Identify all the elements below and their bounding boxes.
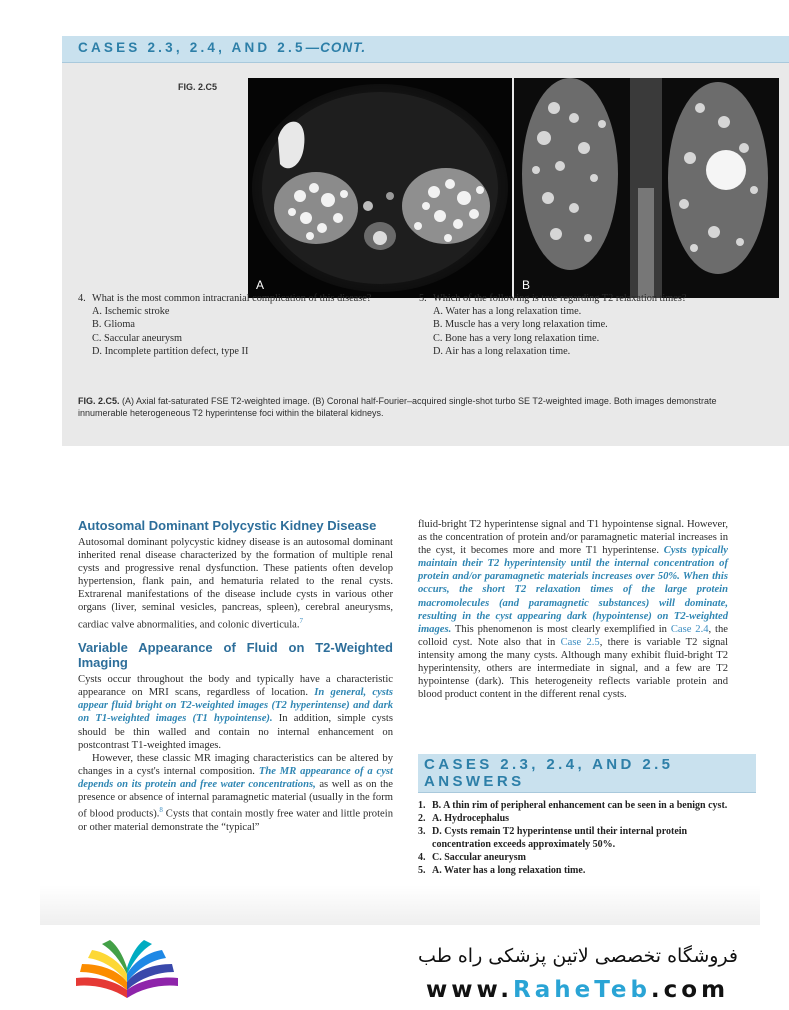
figure-label: FIG. 2.C5 — [178, 82, 218, 92]
paragraph-continued: fluid-bright T2 hyperintense signal and T1 hypointense signal. However, as the concentration of protein and/or paramagnetic material increases in the cyst, it becomes more and more T1 hyperintense. Cysts typically maintain their T2 hyperintensity until the internal concentration of protein and/or paramagnetic materials increases over 50%. When this occurs, the short T2 relaxation times of the large protein macromolecules (and paramagnetic substances) will dominate, resulting in the cyst appearing dark (hypointense) on T2-weighted images. This phenomenon is most clearly exemplified in Case 2.4, the colloid cyst. Note also that in Case 2.5, there is variable T2 signal intensity among the many cysts. Although many exhibit fluid-bright T2 hyperintensity, others are intermediate in signal, and a few are T2 hypointense (dark). This heterogeneity reflects variable protein and blood product content in the different renal cysts. — [418, 519, 729, 701]
answer-item: 5. A. Water has a long relaxation time. — [418, 865, 586, 876]
book-logo-icon — [72, 938, 182, 1004]
caption-text: (A) Axial fat-saturated FSE T2-weighted image. (B) Coronal half-Fourier–acquired single-shot turbo SE T2-weighted image. Both images demonstrate innumerable heterogeneous T2 hyperintense foci within the bilateral kidneys. — [78, 396, 717, 418]
paragraph-fluid-1: Cysts occur throughout the body and typically have a characteristic appearance on MRI scans, regardless of location. In general, cysts appear fluid bright on T2-weighted images (T2 hyperintense) and dark on T1-weighted images (T1 hypointense). In addition, simple cysts should be thin walled and contain no internal enhancement on postcontrast T1-weighted images. — [78, 674, 393, 751]
case-title: CASES 2.3, 2.4, AND 2.5—CONT. — [78, 40, 367, 55]
question-stem: What is the most common intracranial complication of this disease? — [92, 293, 372, 304]
question-number: 4. — [78, 293, 86, 304]
left-column — [78, 518, 393, 834]
answer-item: 4. C. Saccular aneurysm — [418, 852, 526, 863]
case-box — [62, 36, 789, 446]
image-letter-b: B — [522, 278, 531, 292]
option: A. Ischemic stroke — [92, 306, 170, 318]
website-url[interactable]: www.RaheTeb.com — [426, 977, 730, 1003]
reference-7: 7 — [299, 616, 303, 625]
question-5 — [419, 292, 749, 358]
answers-title: CASES 2.3, 2.4, AND 2.5 ANSWERS — [424, 756, 674, 790]
right-column — [418, 518, 728, 701]
option: A. Water has a long relaxation time. — [433, 306, 582, 318]
emphasis-text: Cysts typically maintain their T2 hyperintensity until the internal concentration of protein and/or paramagnetic materials increases over 50%. When this occurs, the short T2 relaxation times of the large protein macromolecules (and paramagnetic substances) will dominate, resulting in the cyst appearing dark (hypointense) on T2-weighted images. — [418, 545, 729, 635]
case-2-4-link[interactable]: Case 2.4 — [670, 623, 709, 635]
image-letter-a: A — [256, 278, 265, 292]
reference-8: 8 — [159, 806, 163, 815]
emphasis-text: The MR appearance of a cyst depends on its protein and free water concentrations, — [78, 765, 393, 790]
answer-item: 1. B. A thin rim of peripheral enhancement can be seen in a benign cyst. — [418, 800, 728, 811]
mri-image-b — [514, 78, 779, 298]
mri-axial-illustration — [248, 78, 512, 298]
mri-image-a — [248, 78, 512, 298]
option: B. Muscle has a very long relaxation time. — [433, 319, 608, 331]
answer-item: 2. A. Hydrocephalus — [418, 813, 510, 824]
store-name-persian: فروشگاه تخصصی لاتین پزشکی راه طب — [418, 945, 738, 967]
option: C. Bone has a very long relaxation time. — [433, 332, 600, 344]
emphasis-text: In general, cysts appear fluid bright on T2-weighted images (T2 hyperintense) and dark on T1-weighted images (T1 hypointense). — [78, 687, 393, 725]
case-2-5-link[interactable]: Case 2.5 — [560, 636, 600, 648]
paragraph-adpkd: Autosomal dominant polycystic kidney disease is an autosomal dominant inherited renal disease characterized by the formation of multiple renal cysts and progressive renal dysfunction. These patients often develop hypertension, flank pain, and hematuria related to the renal cysts. Extrarenal manifestations of the disease include cysts in various other organs (liver, seminal vesicles, pancreas, spleen), cerebral aneurysms, cardiac valve abnormalities, and colonic diverticula.$^7$ — [78, 537, 393, 631]
question-stem: Which of the following is true regarding T2 relaxation times? — [433, 293, 687, 304]
mri-coronal-illustration — [514, 78, 779, 298]
option: D. Air has a long relaxation time. — [433, 345, 571, 357]
option: C. Saccular aneurysm — [92, 332, 183, 344]
answers-header — [418, 754, 756, 793]
caption-label: FIG. 2.C5. — [78, 396, 120, 406]
answer-item: 3. D. Cysts remain T2 hyperintense until their internal protein concentration exceeds approximately 50%. — [418, 826, 688, 850]
figure-caption — [78, 395, 768, 419]
option: D. Incomplete partition defect, type II — [92, 345, 249, 357]
option: B. Glioma — [92, 319, 135, 331]
answers-list — [418, 799, 738, 877]
section-heading-fluid: Variable Appearance of Fluid on T2-Weighted Imaging — [78, 640, 393, 671]
section-heading-adpkd: Autosomal Dominant Polycystic Kidney Disease — [78, 518, 377, 533]
question-4 — [78, 292, 398, 358]
question-number: 5. — [419, 293, 427, 304]
case-header — [62, 36, 789, 63]
page-bottom-fade — [40, 885, 760, 925]
paragraph-fluid-2: However, these classic MR imaging characteristics can be altered by changes in a cyst's internal composition. The MR appearance of a cyst depends on its protein and free water concentrations, as well as on the presence or absence of internal paramagnetic material (usually in the form of blood products).$^8$ Cysts that contain mostly free water and little protein or other material demonstrate the “typical” — [78, 752, 394, 833]
